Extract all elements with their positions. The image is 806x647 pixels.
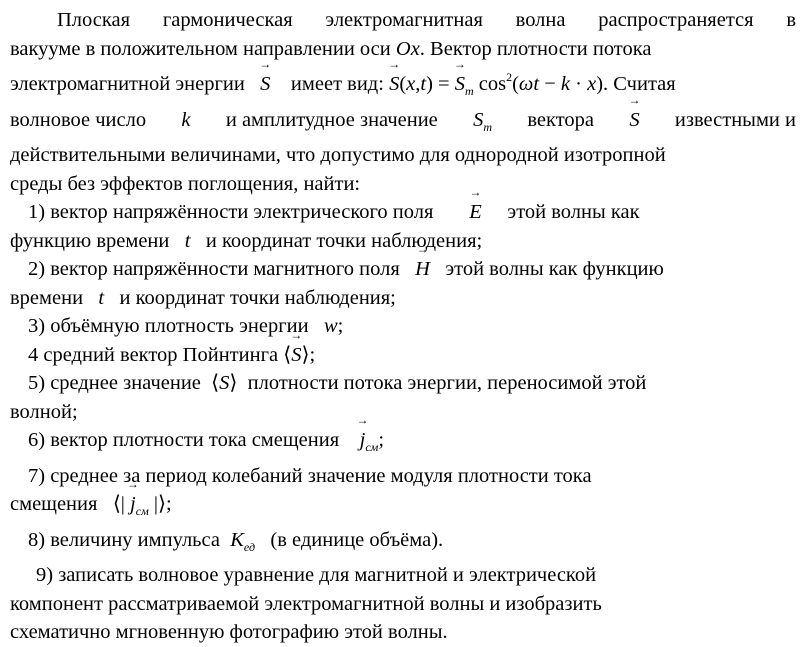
text: плотности потока энергии, переносимой этой bbox=[247, 372, 647, 394]
text: (в единице объёма). bbox=[270, 528, 444, 551]
vector-E-symbol: E → bbox=[469, 198, 482, 227]
item-9-line-1 bbox=[10, 561, 796, 590]
item-1-line-1 bbox=[28, 198, 796, 227]
intro-line-4 bbox=[10, 106, 796, 142]
item-4: 4 средний вектор Пойнтинга ⟨S →⟩; bbox=[10, 341, 796, 370]
item-7-line-2: смещения ⟨| $j \to_{см}$ |⟩; bbox=[10, 490, 796, 526]
text: 5) среднее значение bbox=[28, 372, 201, 394]
text: смещения bbox=[10, 493, 98, 515]
text: вакууме в положительном направлении оси bbox=[10, 37, 391, 60]
item-9-line-3 bbox=[10, 618, 796, 647]
text: волной; bbox=[10, 400, 78, 423]
word: электромагнитная bbox=[325, 9, 483, 31]
item-2-line-1 bbox=[10, 255, 796, 284]
vector-S-symbol: S → bbox=[629, 106, 639, 142]
text: вектора bbox=[527, 108, 594, 131]
intro-line-2 bbox=[10, 35, 796, 64]
text: . Вектор плотности потока bbox=[419, 37, 652, 60]
text: 1) вектор напряжённости электрического поля bbox=[28, 201, 434, 223]
k-symbol: k bbox=[181, 108, 191, 131]
text: электромагнитной энергии bbox=[10, 73, 245, 95]
item-5-line-2 bbox=[10, 398, 796, 427]
text: имеет вид: bbox=[290, 73, 384, 95]
j-displacement-symbol: $j \to_{см}$ bbox=[360, 429, 379, 451]
text: 6) вектор плотности тока смещения bbox=[28, 429, 340, 451]
intro-line-6: среды без эффектов поглощения, найти: bbox=[10, 172, 361, 195]
mean-poynting-symbol: ⟨S →⟩ bbox=[283, 344, 309, 366]
text: этой волны как bbox=[507, 201, 640, 223]
poynting-formula: $S \to(x,t) = S \to_m$ $\cos^2(\omega t - k \cdot x)$ bbox=[389, 73, 603, 95]
text: 7) среднее за период колебаний значение модуля плотности тока bbox=[28, 464, 592, 487]
text: компонент рассматриваемой электромагнитной волны и изобразить bbox=[10, 592, 602, 615]
text: и координат точки наблюдения; bbox=[119, 286, 396, 309]
text: . Считая bbox=[603, 73, 676, 95]
mean-S-symbol: ⟨S⟩ bbox=[211, 372, 238, 394]
item-5-line-1 bbox=[10, 369, 796, 398]
word: в bbox=[786, 9, 796, 31]
item-3: 3) объёмную плотность энергии w; bbox=[28, 315, 344, 337]
t-symbol: t bbox=[184, 229, 191, 252]
item-9-line-2 bbox=[10, 590, 796, 619]
vector-H-symbol: H → bbox=[415, 255, 430, 284]
axis-symbol: Ox bbox=[395, 37, 420, 60]
text: 3) объёмную плотность энергии bbox=[28, 315, 309, 337]
intro-line-5: действительными величинами, что допустимо для однородной изотропной bbox=[10, 144, 666, 166]
intro-line-3 bbox=[10, 63, 796, 106]
text: и амплитудное значение bbox=[225, 108, 438, 131]
item-1 bbox=[10, 198, 796, 227]
word: распространяется bbox=[598, 9, 754, 31]
text: волновое число bbox=[10, 108, 147, 131]
text: этой волны как функцию bbox=[445, 258, 664, 280]
mean-abs-j-symbol: ⟨| $j \to_{см}$ |⟩ bbox=[113, 493, 166, 515]
vector-S-symbol: S → bbox=[260, 70, 270, 99]
item-6: 6) вектор плотности тока смещения $j \to_{см}$; bbox=[10, 426, 796, 462]
item-1-line-2 bbox=[10, 227, 796, 256]
item-8 bbox=[10, 526, 796, 562]
word: гармоническая bbox=[162, 9, 293, 31]
intro-line-1 bbox=[10, 6, 796, 35]
text: 8) величину импульса bbox=[28, 528, 220, 551]
K-ed-symbol: $K_{ед}$ bbox=[230, 528, 256, 554]
text: 4 средний вектор Пойнтинга bbox=[28, 343, 279, 366]
intro-paragraph bbox=[10, 6, 796, 198]
text: времени bbox=[10, 286, 84, 309]
item-2-line-2 bbox=[10, 284, 796, 313]
Sm-symbol: $S_m$ bbox=[473, 108, 493, 134]
t-symbol: t bbox=[98, 286, 105, 309]
text: схематично мгновенную фотографию этой волны. bbox=[10, 621, 448, 643]
w-symbol: w bbox=[323, 315, 338, 337]
word: Плоская bbox=[57, 9, 131, 31]
text: известными и bbox=[674, 108, 796, 131]
text: функцию времени bbox=[10, 229, 170, 252]
text: 9) записать волновое уравнение для магнитной и электрической bbox=[36, 564, 597, 586]
text: и координат точки наблюдения; bbox=[205, 229, 483, 252]
word: волна bbox=[515, 9, 566, 31]
text: 2) вектор напряжённости магнитного поля bbox=[28, 258, 400, 280]
